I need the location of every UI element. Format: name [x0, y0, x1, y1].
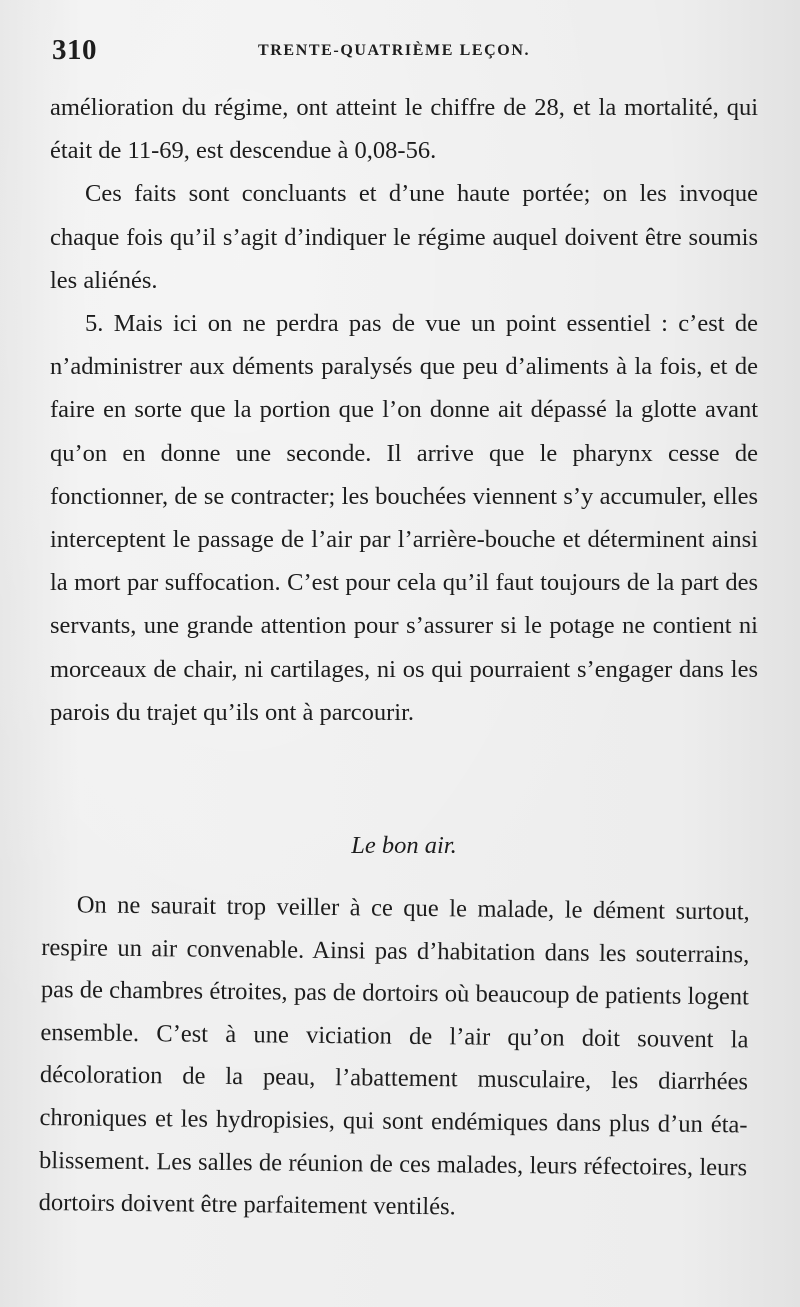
section-heading: Le bon air. [351, 832, 457, 859]
paragraph: Ces faits sont concluants et d’une haute portée; on les invoque chaque fois qu’il s’agit d’indiquer le régime auquel doivent être soumis les aliénés. [50, 180, 758, 294]
paragraph-continued: amélioration du régime, ont atteint le chiffre de 28, et la mortalité, qui était de 11-69, est descendue à 0,08-56. [50, 94, 758, 165]
running-head: TRENTE-QUATRIÈME LEÇON. [258, 42, 531, 59]
section-text [38, 884, 750, 1232]
page-header [52, 34, 752, 68]
paragraph: 5. Mais ici on ne perdra pas de vue un point essentiel : c’est de n’administrer aux déments paralysés que peu d’aliments à la fois, et de faire en sorte que la portion que l’on donne ait dépassé la glotte avant qu’on en donne une seconde. Il arrive que le pharynx cesse de fonctionner, de se contracter; les bouchées viennent s’y accumuler, elles interceptent le passage de l’air par l’arrière-bouche et déterminent ainsi la mort par suffocation. C’est pour cela qu’il faut toujours de la part des servants, une grande attention pour s’assurer si le potage ne contient ni morceaux de chair, ni cartilages, ni os qui pourraient s’engager dans les parois du trajet qu’ils ont à parcourir. [50, 310, 758, 726]
main-text [50, 86, 758, 734]
paragraph: On ne saurait trop veiller à ce que le malade, le dément surtout, respire un air convenable. Ainsi pas d’habitation dans les souterrains, pas de chambres étroites, pas de dortoirs où beaucoup de patients logent ensemble. C’est à une viciation de l’air qu’on doit souvent la décoloration de la peau, l’abattement musculaire, les diarrhées chroniques et les hydropisies, qui sont endémiques dans plus d’un établissement. Les salles de réunion de ces malades, leurs réfectoires, leurs dortoirs doivent être parfaitement ventilés. [38, 891, 750, 1221]
page-number: 310 [52, 34, 97, 66]
